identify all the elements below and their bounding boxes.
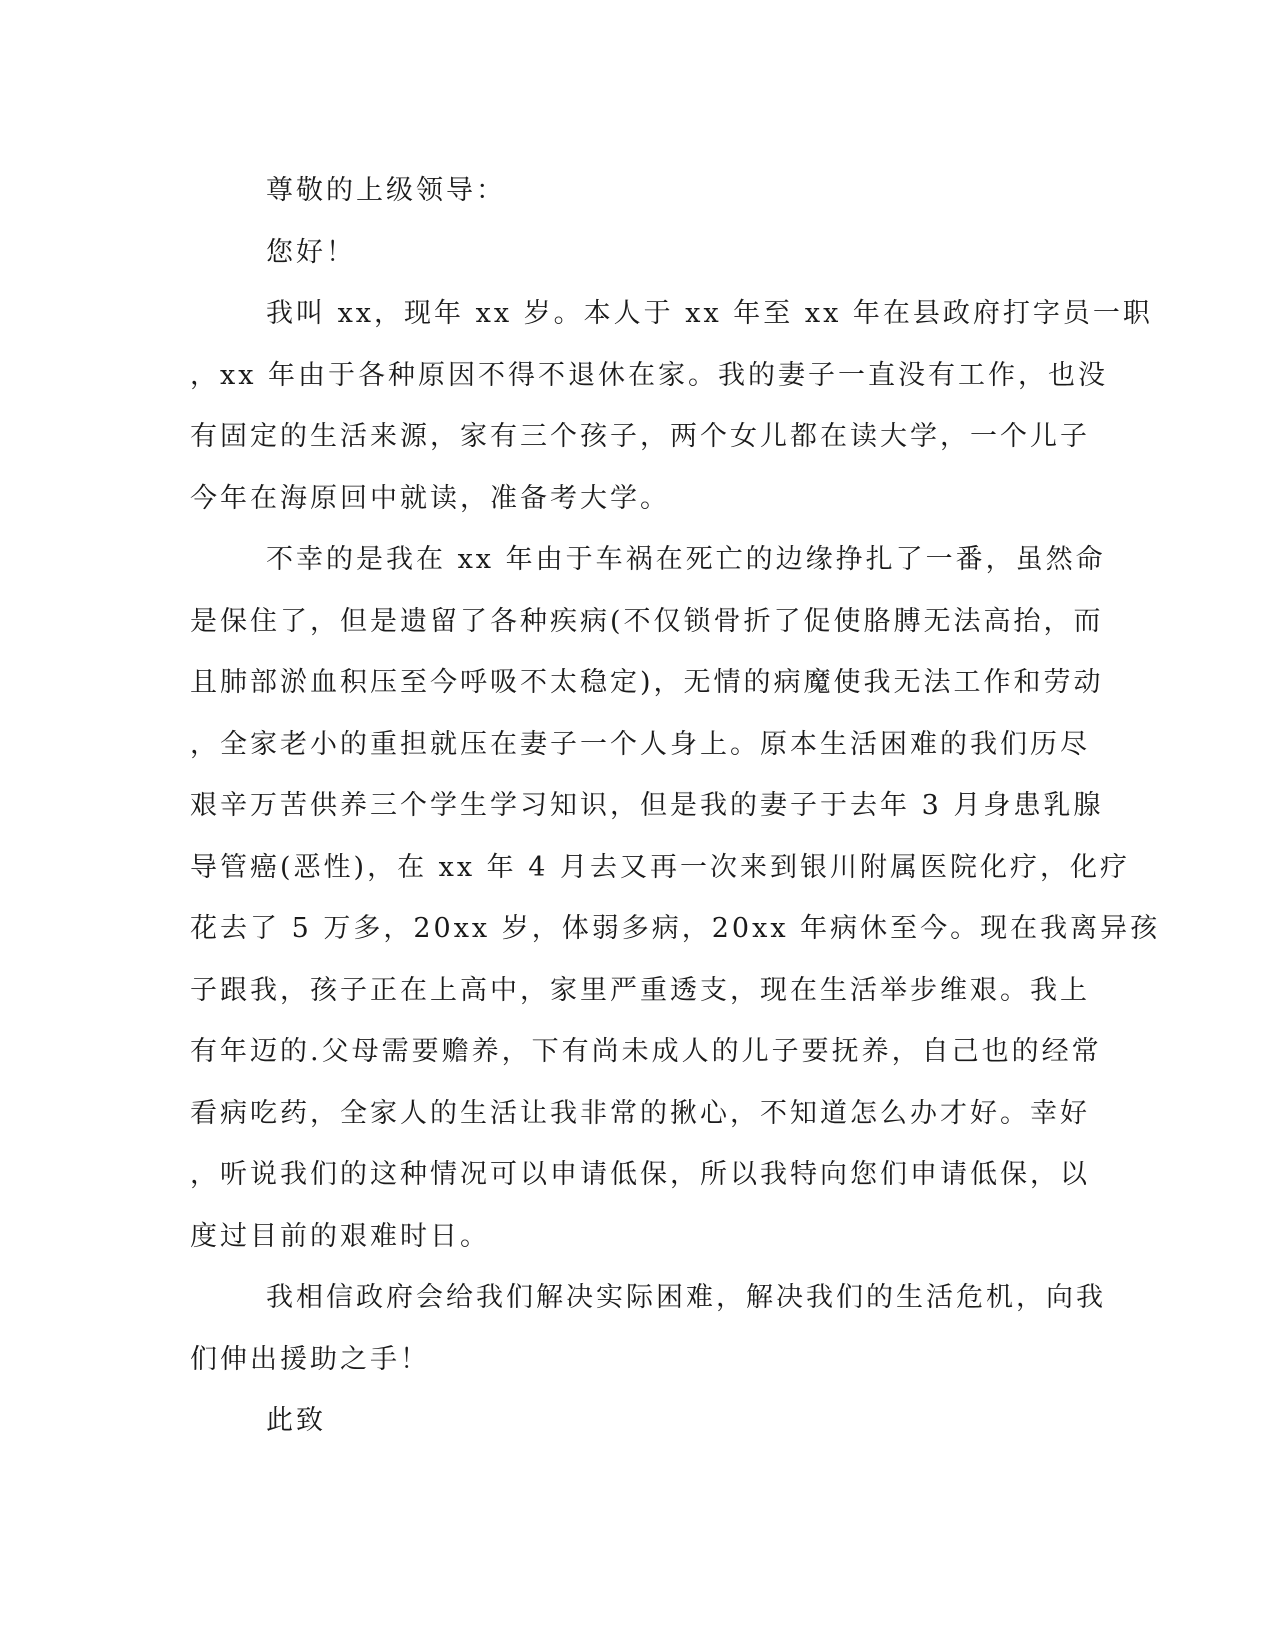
text-line: 且肺部淤血积压至今呼吸不太稳定)，无情的病魔使我无法工作和劳动 — [190, 667, 1104, 698]
text-line: 您好！ — [266, 236, 356, 268]
letter-body — [190, 160, 1161, 1452]
text-line: ，听说我们的这种情况可以申请低保，所以我特向您们申请低保，以 — [190, 1159, 1090, 1190]
text-line: 看病吃药，全家人的生活让我非常的揪心，不知道怎么办才好。幸好 — [190, 1097, 1090, 1129]
text-line: 今年在海原回中就读，准备考大学。 — [190, 482, 670, 514]
text-line: 是保住了，但是遗留了各种疾病(不仅锁骨折了促使胳膊无法高抬，而 — [190, 605, 1104, 637]
text-line: ，全家老小的重担就压在妻子一个人身上。原本生活困难的我们历尽 — [190, 728, 1090, 760]
text-line: 我叫 xx，现年 xx 岁。本人于 xx 年至 xx 年在县政府打字员一职 — [266, 298, 1153, 329]
text-line: 不幸的是我在 xx 年由于车祸在死亡的边缘挣扎了一番，虽然命 — [266, 544, 1106, 575]
text-line: 导管癌(恶性)，在 xx 年 4 月去又再一次来到银川附属医院化疗，化疗 — [190, 851, 1131, 883]
text-line: 度过目前的艰难时日。 — [190, 1220, 490, 1252]
text-line: 有固定的生活来源，家有三个孩子，两个女儿都在读大学，一个儿子 — [190, 421, 1090, 452]
text-line: 有年迈的.父母需要赡养，下有尚未成人的儿子要抚养，自己也的经常 — [190, 1036, 1102, 1067]
text-line: 此致 — [266, 1405, 326, 1436]
text-line: 艰辛万苦供养三个学生学习知识，但是我的妻子于去年 3 月身患乳腺 — [190, 790, 1104, 821]
text-line: 我相信政府会给我们解决实际困难，解决我们的生活危机，向我 — [266, 1282, 1106, 1313]
text-line: 子跟我，孩子正在上高中，家里严重透支，现在生活举步维艰。我上 — [190, 974, 1090, 1006]
text-line: 尊敬的上级领导： — [266, 175, 506, 206]
text-line: 花去了 5 万多，20xx 岁，体弱多病，20xx 年病休至今。现在我离异孩 — [190, 913, 1161, 944]
text-line: ，xx 年由于各种原因不得不退休在家。我的妻子一直没有工作，也没 — [190, 359, 1109, 391]
text-line: 们伸出援助之手！ — [190, 1343, 430, 1375]
